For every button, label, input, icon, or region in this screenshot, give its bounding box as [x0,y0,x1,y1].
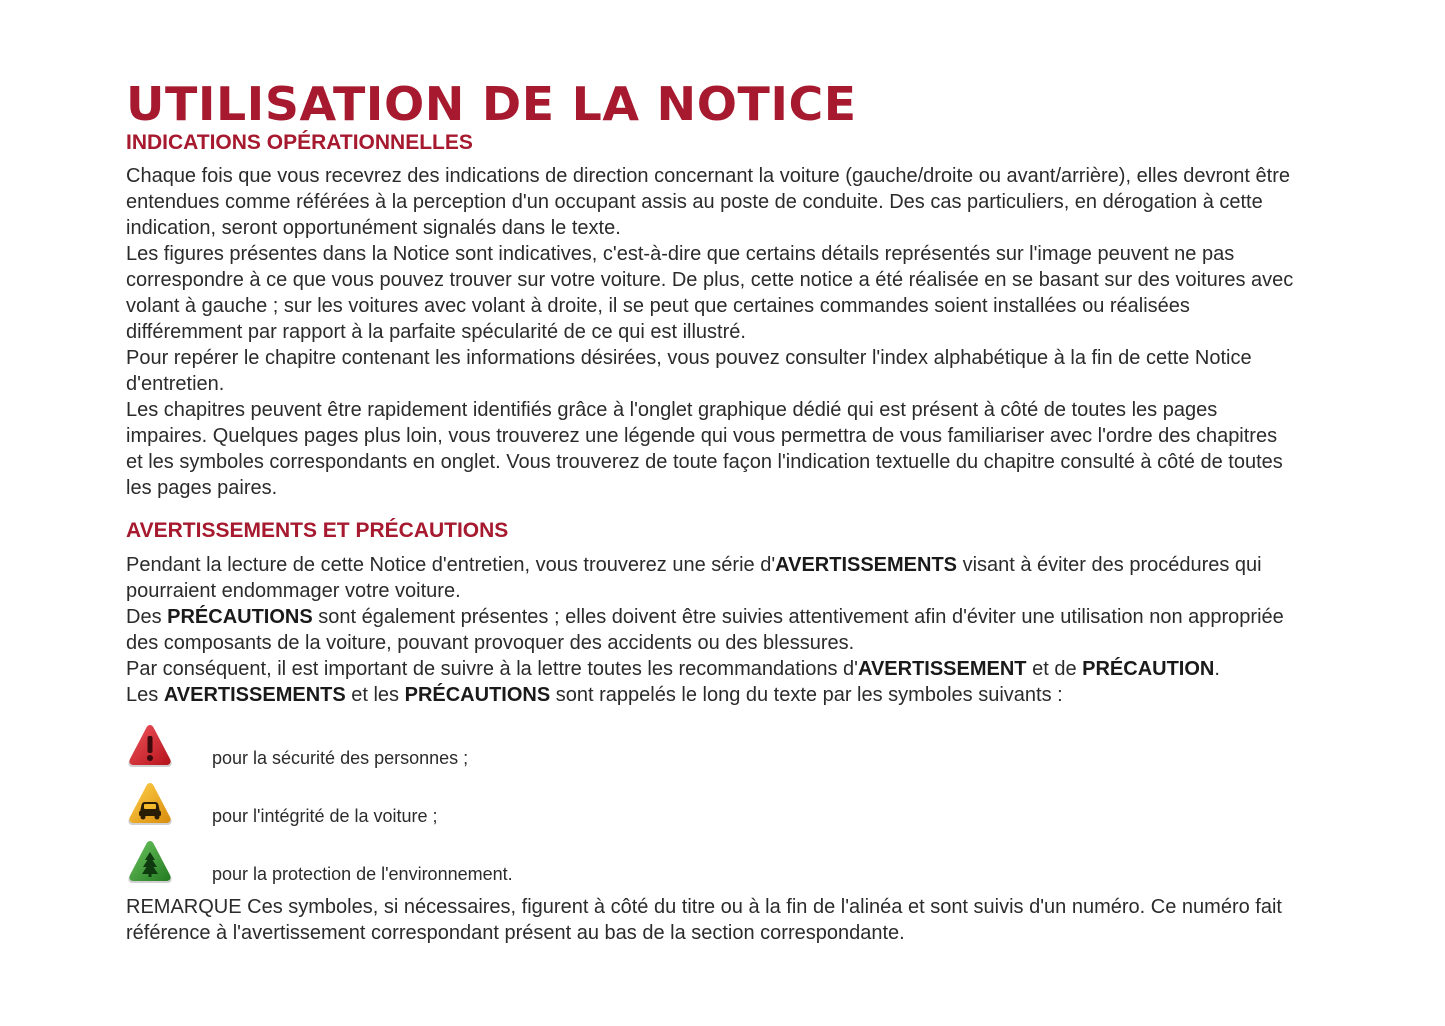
bold-term: AVERTISSEMENTS [775,554,958,576]
section-heading-operational: INDICATIONS OPÉRATIONNELLES [126,131,473,154]
symbol-row-car [126,776,1296,834]
text-run: et les [345,684,405,706]
paragraph [126,682,1296,708]
symbol-legend [126,718,1296,892]
text-run: et de [1026,658,1083,680]
text-run: . [1214,658,1220,680]
paragraph: Les chapitres peuvent être rapidement identifiés grâce à l'onglet graphique dédié qui est présent à côté de toutes les pages impaires. Quelques pages plus loin, vous trouverez une légende qui vous permettra de vous familiariser avec l'ordre des chapitres et les symboles correspondants en onglet. Vous trouverez de toute façon l'indication textuelle du chapitre consulté à côté de toutes les pages paires. [126,399,1283,499]
text-run: Pendant la lecture de cette Notice d'entretien, vous trouverez une série d' [126,554,776,576]
section-warnings-body [126,552,1296,708]
section-heading-warnings: AVERTISSEMENTS ET PRÉCAUTIONS [126,519,509,542]
text-run: sont rappelés le long du texte par les symboles suivants : [550,684,1063,706]
bold-term: AVERTISSEMENT [857,658,1027,680]
warning-environment-icon [126,839,174,887]
paragraph [126,656,1296,682]
paragraph: Les figures présentes dans la Notice sont indicatives, c'est-à-dire que certains détails représentés sur l'image peuvent ne pas correspondre à ce que vous pouvez trouver sur votre voiture. De plus, cette notice a été réalisée en se basant sur des voitures avec volant à gauche ; sur les voitures avec volant à droite, il se peut que certaines commandes soient installées ou réalisées différemment par rapport à la parfaite spécularité de ce qui est illustré. [126,243,1294,343]
text-run: Des [126,606,168,628]
section-operational-body [126,163,1296,501]
paragraph [126,552,1296,604]
manual-page [126,78,1296,946]
warning-person-icon [126,723,174,771]
warning-car-icon [126,781,174,829]
paragraph: Chaque fois que vous recevrez des indications de direction concernant la voiture (gauche/droite ou avant/arrière), elles devront être entendues comme référées à la perception d'un occupant assis au poste de conduite. Des cas particuliers, en dérogation à cette indication, seront opportunément signalés dans le texte. [126,165,1290,239]
bold-term: AVERTISSEMENTS [163,684,346,706]
text-run: visant à éviter des procédures qui pourraient endommager votre voiture. [126,554,1262,602]
symbol-row-environment [126,834,1296,892]
bold-term: PRÉCAUTION [1082,658,1215,680]
remark-note: REMARQUE Ces symboles, si nécessaires, figurent à côté du titre ou à la fin de l'alinéa et sont suivis d'un numéro. Ce numéro fait référence à l'avertissement correspondant présent au bas de la section correspondante. [126,896,1282,944]
bold-term: PRÉCAUTIONS [167,606,313,628]
page-title: UTILISATION DE LA NOTICE [126,77,857,131]
paragraph [126,604,1296,656]
symbol-caption: pour la sécurité des personnes ; [212,748,469,768]
symbol-caption: pour la protection de l'environnement. [212,864,513,884]
bold-term: PRÉCAUTIONS [404,684,551,706]
paragraph: Pour repérer le chapitre contenant les informations désirées, vous pouvez consulter l'index alphabétique à la fin de cette Notice d'entretien. [126,347,1252,395]
text-run: Les [126,684,164,706]
symbol-caption: pour l'intégrité de la voiture ; [212,806,438,826]
symbol-row-person [126,718,1296,776]
text-run: Par conséquent, il est important de suivre à la lettre toutes les recommandations d' [126,658,858,680]
text-run: sont également présentes ; elles doivent être suivies attentivement afin d'éviter une utilisation non appropriée des composants de la voiture, pouvant provoquer des accidents ou des blessures. [126,606,1284,654]
